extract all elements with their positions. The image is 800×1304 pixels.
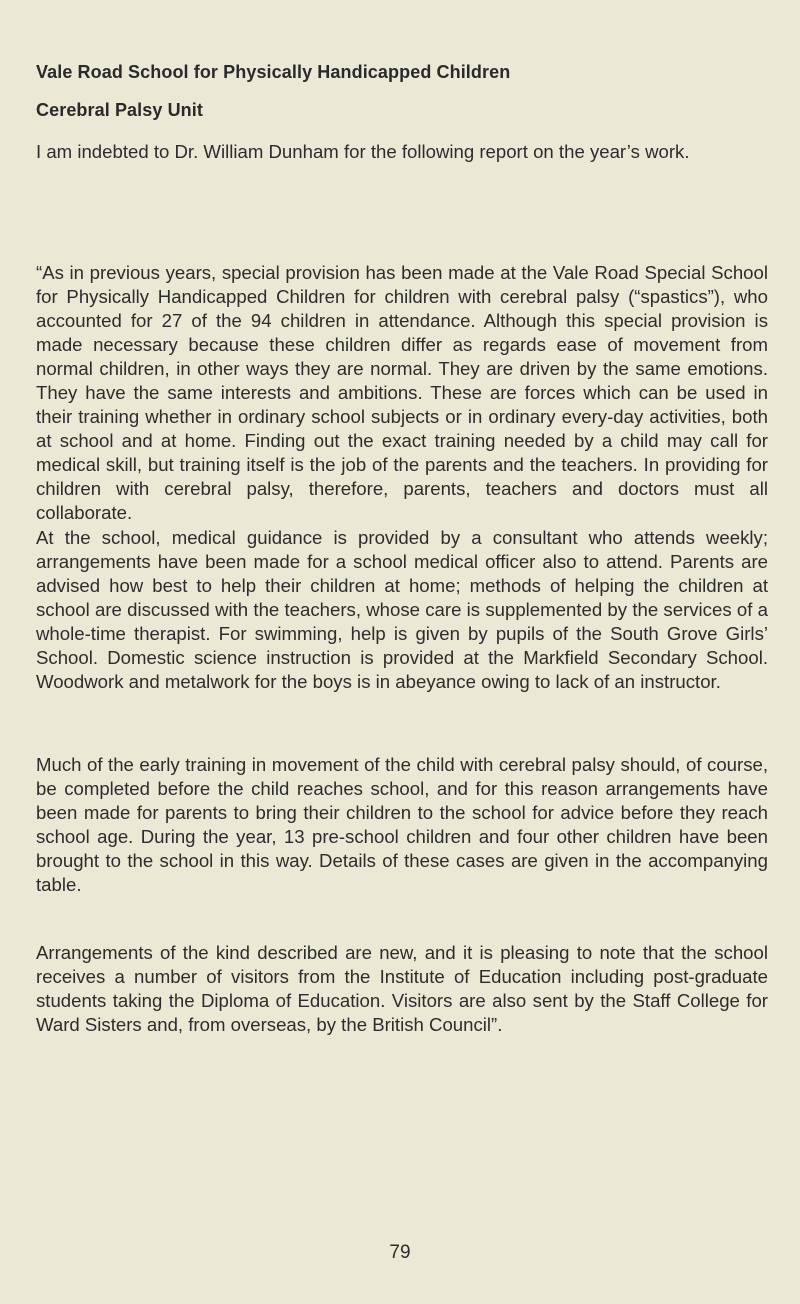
paragraph-special-provision: “As in previous years, special provision has been made at the Vale Road Special School for Physically Handicapped Children for children with cerebral palsy (“spastics”), who accounted for 27 of the 94 children in attendance. Although this special provision is made necessary because these children differ as regards ease of movement from normal children, in other ways they are normal. They are driven by the same emotions. They have the same interests and ambitions. These are forces which can be used in their training whether in ordinary school subjects or in ordinary every-day activities, both at school and at home. Finding out the exact training needed by a child may call for medical skill, but training itself is the job of the parents and the teachers. In providing for children with cerebral palsy, therefore, parents, teachers and doctors must all collaborate. <box>36 262 768 523</box>
paragraph-early-training: Much of the early training in movement of the child with cerebral palsy should, of course, be completed before the child reaches school, and for this reason arrangements have been made for parents to bring their children to the school for advice before they reach school age. During the year, 13 pre-school children and four other children have been brought to the school in this way. Details of these cases are given in the accompanying table. <box>36 754 768 895</box>
paragraph-intro: I am indebted to Dr. William Dunham for the following report on the year’s work. <box>36 141 690 162</box>
paragraph-medical-guidance: At the school, medical guidance is provided by a consultant who attends weekly; arrangements have been made for a school medical officer also to attend. Parents are advised how best to help their children at home; methods of helping the children at school are discussed with the teachers, whose care is supplemented by the services of a whole-time therapist. For swimming, help is given by pupils of the South Grove Girls’ School. Domestic science instruction is provided at the Markfield Secondary School. Woodwork and metalwork for the boys is in abeyance owing to lack of an instructor. <box>36 527 768 692</box>
section-subheading: Cerebral Palsy Unit <box>36 100 203 120</box>
paragraph-arrangements: Arrangements of the kind described are new, and it is pleasing to note that the school receives a number of visitors from the Institute of Education including post-graduate students taking the Diploma of Education. Visitors are also sent by the Staff College for Ward Sisters and, from overseas, by the British Council”. <box>36 942 768 1035</box>
page-heading: Vale Road School for Physically Handicapped Children <box>36 62 511 82</box>
page-number: 79 <box>389 1242 411 1263</box>
